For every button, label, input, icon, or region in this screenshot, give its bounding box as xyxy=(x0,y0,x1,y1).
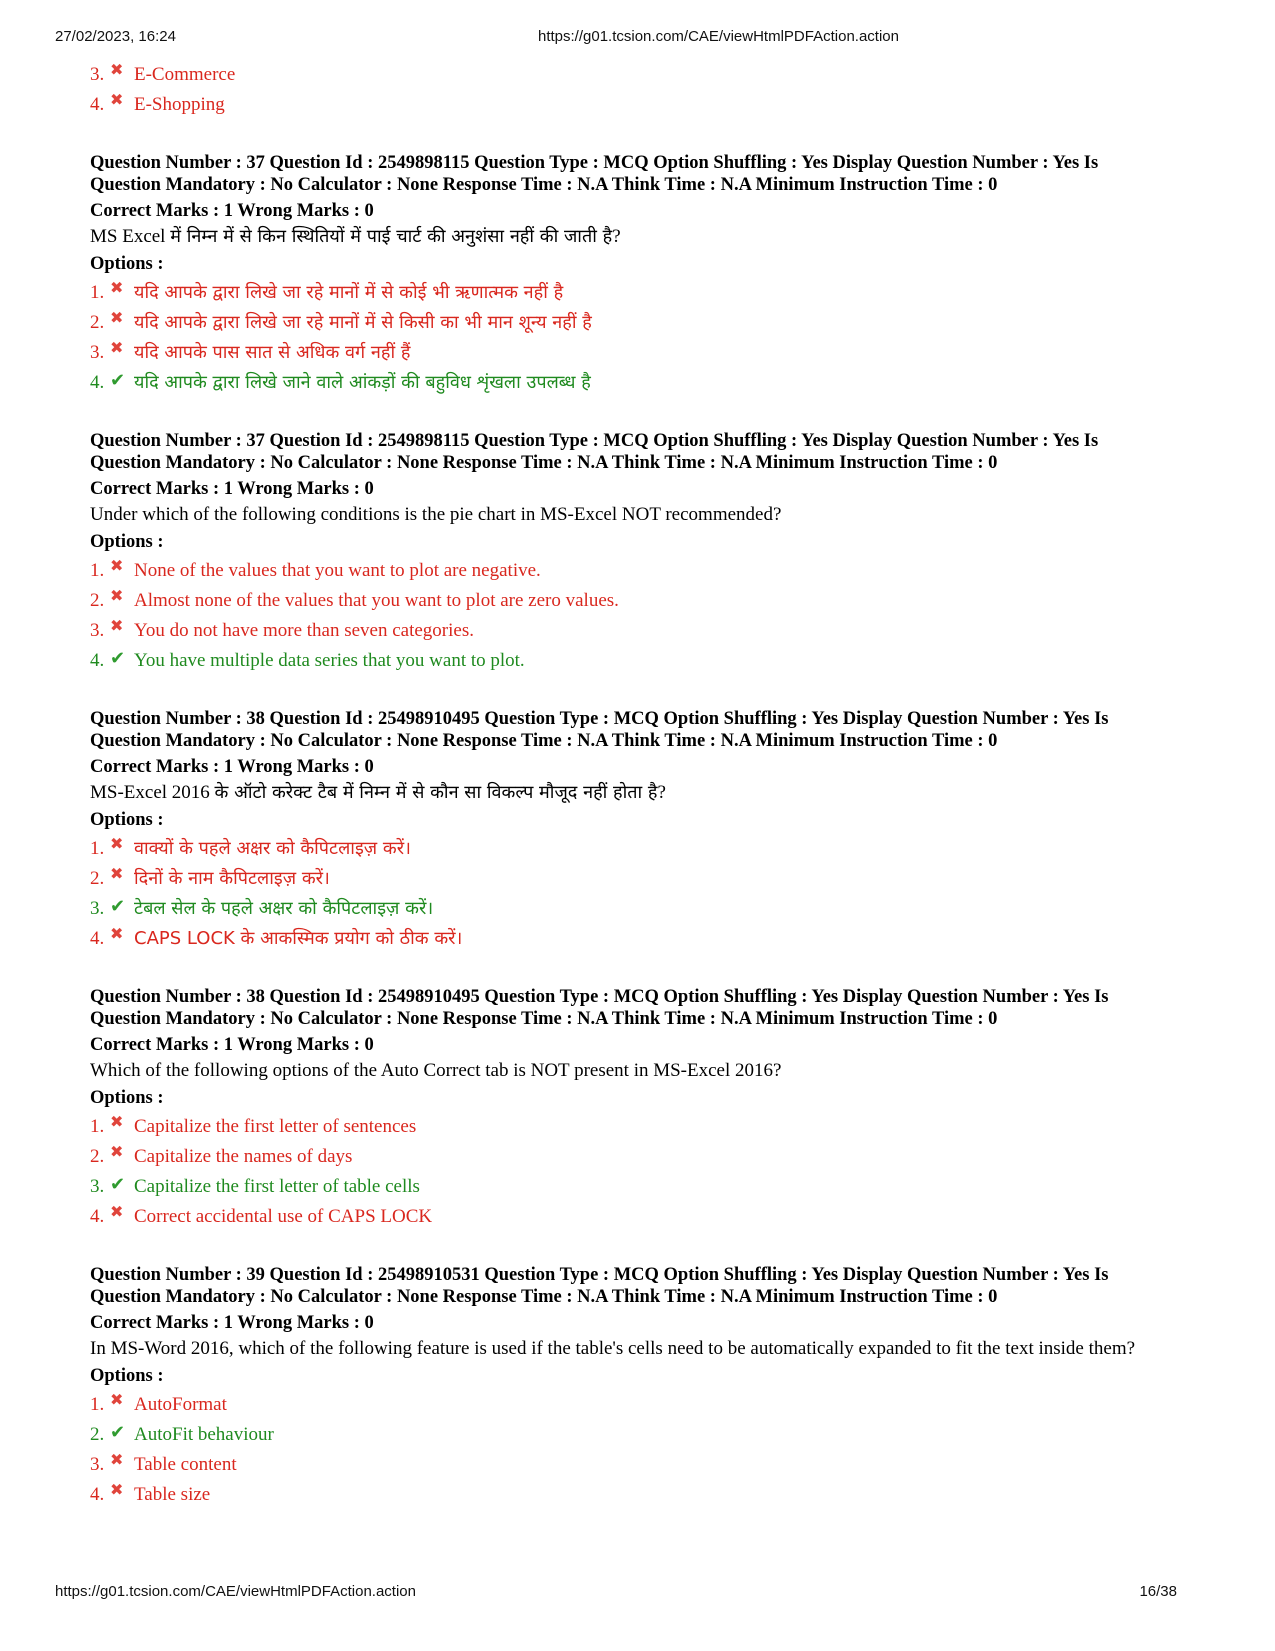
question-marks: Correct Marks : 1 Wrong Marks : 0 xyxy=(90,757,374,777)
option-number: 3. xyxy=(90,898,105,919)
correct-check-icon: ✔ xyxy=(110,1173,126,1194)
option-item xyxy=(90,556,1210,586)
wrong-cross-icon: ✖ xyxy=(110,587,124,605)
question-text xyxy=(90,224,1210,250)
page-number: 16/38 xyxy=(1139,1583,1177,1600)
option-text: E-Shopping xyxy=(134,94,225,115)
option-number: 3. xyxy=(90,342,105,363)
question-marks: Correct Marks : 1 Wrong Marks : 0 xyxy=(90,479,374,499)
option-text: यदि आपके द्वारा लिखे जा रहे मानों में से कोई भी ऋणात्मक नहीं है xyxy=(134,282,564,303)
option-item xyxy=(90,1142,1210,1172)
wrong-cross-icon: ✖ xyxy=(110,61,124,79)
options-label: Options : xyxy=(90,254,164,274)
option-text: Capitalize the first letter of table cells xyxy=(134,1176,420,1197)
option-number: 4. xyxy=(90,94,105,115)
option-item xyxy=(90,338,1210,368)
question-text-hindi: के ऑटो करेक्ट टैब में निम्न में से कौन सा विकल्प मौजूद नहीं होता है xyxy=(214,782,658,803)
option-item xyxy=(90,278,1210,308)
correct-check-icon: ✔ xyxy=(110,1421,126,1442)
question-meta-line: Question Number : 37 Question Id : 2549898115 Question Type : MCQ Option Shuffling : Yes Display Question Number : Yes Is xyxy=(90,153,1099,173)
option-text: You have multiple data series that you want to plot. xyxy=(134,650,525,671)
question-block xyxy=(90,152,1210,398)
question-text-part: Under which of the following conditions is the pie chart in MS-Excel NOT recommended? xyxy=(90,504,782,525)
option-text: दिनों के नाम कैपिटलाइज़ करें। xyxy=(134,868,330,889)
option-item xyxy=(90,1202,1210,1232)
option-text: Table size xyxy=(134,1484,211,1505)
question-meta-line: Question Mandatory : No Calculator : None Response Time : N.A Think Time : N.A Minimum Instruction Time : 0 xyxy=(90,731,998,751)
option-item xyxy=(90,368,1210,398)
wrong-cross-icon: ✖ xyxy=(110,1203,124,1221)
correct-check-icon: ✔ xyxy=(110,895,126,916)
option-text: Almost none of the values that you want to plot are zero values. xyxy=(134,590,619,611)
question-block xyxy=(90,430,1210,676)
option-text: CAPS LOCK के आकस्मिक प्रयोग को ठीक करें। xyxy=(134,928,463,949)
option-number: 2. xyxy=(90,1424,105,1445)
question-text xyxy=(90,502,1210,528)
question-text-part: MS Excel xyxy=(90,226,171,247)
question-block xyxy=(90,1264,1210,1510)
options-label: Options : xyxy=(90,1366,164,1386)
option-item xyxy=(90,1172,1210,1202)
wrong-cross-icon: ✖ xyxy=(110,1143,124,1161)
question-text-hindi: में निम्न में से किन स्थितियों में पाई चार्ट की अनुशंसा नहीं की जाती है xyxy=(170,226,613,247)
question-block xyxy=(90,708,1210,954)
question-text xyxy=(90,1058,1210,1084)
option-number: 3. xyxy=(90,64,105,85)
question-paper-content xyxy=(90,60,1210,1510)
option-number: 3. xyxy=(90,620,105,641)
option-item xyxy=(90,60,1210,90)
option-text: Table content xyxy=(134,1454,237,1475)
option-text: यदि आपके पास सात से अधिक वर्ग नहीं हैं xyxy=(134,342,411,363)
option-text: AutoFit behaviour xyxy=(134,1424,274,1445)
question-meta-line: Question Mandatory : No Calculator : None Response Time : N.A Think Time : N.A Minimum Instruction Time : 0 xyxy=(90,175,998,195)
print-header-url: https://g01.tcsion.com/CAE/viewHtmlPDFAction.action xyxy=(538,28,899,45)
option-number: 4. xyxy=(90,928,105,949)
correct-check-icon: ✔ xyxy=(110,647,126,668)
option-item xyxy=(90,646,1210,676)
option-item xyxy=(90,1450,1210,1480)
print-footer-url: https://g01.tcsion.com/CAE/viewHtmlPDFAction.action xyxy=(55,1583,416,1600)
options-label: Options : xyxy=(90,1088,164,1108)
wrong-cross-icon: ✖ xyxy=(110,1481,124,1499)
option-text: E-Commerce xyxy=(134,64,236,85)
question-marks: Correct Marks : 1 Wrong Marks : 0 xyxy=(90,1313,374,1333)
wrong-cross-icon: ✖ xyxy=(110,1113,124,1131)
option-text: None of the values that you want to plot are negative. xyxy=(134,560,541,581)
option-item xyxy=(90,1480,1210,1510)
question-text-part: Which of the following options of the Auto Correct tab is NOT present in MS-Excel 2016? xyxy=(90,1060,782,1081)
option-number: 4. xyxy=(90,372,105,393)
print-header-datetime: 27/02/2023, 16:24 xyxy=(55,28,176,45)
option-number: 3. xyxy=(90,1176,105,1197)
question-meta-line: Question Number : 38 Question Id : 25498910495 Question Type : MCQ Option Shuffling : Yes Display Question Number : Yes Is xyxy=(90,987,1109,1007)
wrong-cross-icon: ✖ xyxy=(110,279,124,297)
option-number: 3. xyxy=(90,1454,105,1475)
option-text: यदि आपके द्वारा लिखे जाने वाले आंकड़ों की बहुविध शृंखला उपलब्ध है xyxy=(134,372,591,393)
question-text-part: MS-Excel 2016 xyxy=(90,782,215,803)
question-text xyxy=(90,1336,1210,1362)
options-label: Options : xyxy=(90,810,164,830)
question-meta-line: Question Mandatory : No Calculator : None Response Time : N.A Think Time : N.A Minimum Instruction Time : 0 xyxy=(90,1009,998,1029)
option-number: 4. xyxy=(90,1206,105,1227)
option-item xyxy=(90,1390,1210,1420)
wrong-cross-icon: ✖ xyxy=(110,1391,124,1409)
option-number: 1. xyxy=(90,560,105,581)
question-meta-line: Question Mandatory : No Calculator : None Response Time : N.A Think Time : N.A Minimum Instruction Time : 0 xyxy=(90,1287,998,1307)
question-text-part: ? xyxy=(657,782,666,803)
question-meta-line: Question Number : 38 Question Id : 25498910495 Question Type : MCQ Option Shuffling : Yes Display Question Number : Yes Is xyxy=(90,709,1109,729)
option-number: 2. xyxy=(90,590,105,611)
question-meta-line: Question Number : 37 Question Id : 2549898115 Question Type : MCQ Option Shuffling : Yes Display Question Number : Yes Is xyxy=(90,431,1099,451)
option-number: 4. xyxy=(90,1484,105,1505)
option-text: टेबल सेल के पहले अक्षर को कैपिटलाइज़ करें। xyxy=(134,898,434,919)
option-item xyxy=(90,894,1210,924)
option-item xyxy=(90,1420,1210,1450)
option-number: 1. xyxy=(90,282,105,303)
question-marks: Correct Marks : 1 Wrong Marks : 0 xyxy=(90,201,374,221)
option-item xyxy=(90,90,1210,120)
option-item xyxy=(90,616,1210,646)
wrong-cross-icon: ✖ xyxy=(110,1451,124,1469)
leading-options-list xyxy=(90,60,1210,120)
wrong-cross-icon: ✖ xyxy=(110,309,124,327)
option-number: 2. xyxy=(90,1146,105,1167)
option-number: 2. xyxy=(90,868,105,889)
option-item xyxy=(90,308,1210,338)
option-number: 4. xyxy=(90,650,105,671)
option-item xyxy=(90,924,1210,954)
question-block xyxy=(90,986,1210,1232)
wrong-cross-icon: ✖ xyxy=(110,925,124,943)
option-text: Capitalize the names of days xyxy=(134,1146,353,1167)
wrong-cross-icon: ✖ xyxy=(110,835,124,853)
option-text: AutoFormat xyxy=(134,1394,227,1415)
option-item xyxy=(90,586,1210,616)
wrong-cross-icon: ✖ xyxy=(110,865,124,883)
option-item xyxy=(90,864,1210,894)
question-text xyxy=(90,780,1210,806)
question-text-part: In MS-Word 2016, which of the following feature is used if the table's cells need to be automatically expanded to fit the text inside them? xyxy=(90,1338,1136,1359)
option-text: You do not have more than seven categories. xyxy=(134,620,474,641)
question-marks: Correct Marks : 1 Wrong Marks : 0 xyxy=(90,1035,374,1055)
option-text: Capitalize the first letter of sentences xyxy=(134,1116,417,1137)
options-label: Options : xyxy=(90,532,164,552)
question-text-part: ? xyxy=(612,226,621,247)
option-number: 1. xyxy=(90,838,105,859)
questions-list xyxy=(90,152,1210,1510)
option-text: वाक्यों के पहले अक्षर को कैपिटलाइज़ करें। xyxy=(134,838,411,859)
option-number: 1. xyxy=(90,1394,105,1415)
option-number: 1. xyxy=(90,1116,105,1137)
option-text: यदि आपके द्वारा लिखे जा रहे मानों में से किसी का भी मान शून्य नहीं है xyxy=(134,312,592,333)
wrong-cross-icon: ✖ xyxy=(110,339,124,357)
option-number: 2. xyxy=(90,312,105,333)
question-meta-line: Question Mandatory : No Calculator : None Response Time : N.A Think Time : N.A Minimum Instruction Time : 0 xyxy=(90,453,998,473)
option-item xyxy=(90,1112,1210,1142)
option-text: Correct accidental use of CAPS LOCK xyxy=(134,1206,433,1227)
wrong-cross-icon: ✖ xyxy=(110,617,124,635)
correct-check-icon: ✔ xyxy=(110,369,126,390)
wrong-cross-icon: ✖ xyxy=(110,91,124,109)
question-meta-line: Question Number : 39 Question Id : 25498910531 Question Type : MCQ Option Shuffling : Yes Display Question Number : Yes Is xyxy=(90,1265,1109,1285)
wrong-cross-icon: ✖ xyxy=(110,557,124,575)
option-item xyxy=(90,834,1210,864)
